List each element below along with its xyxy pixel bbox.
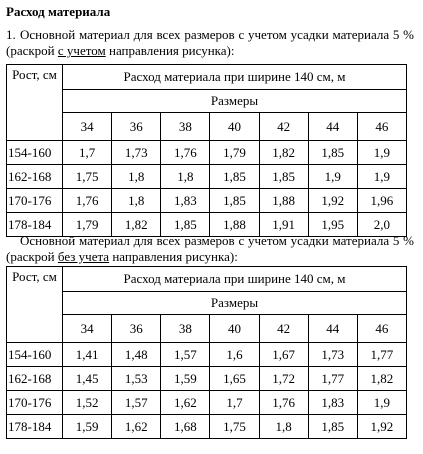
size-cell: 36 bbox=[112, 113, 161, 141]
row-label: 178-184 bbox=[7, 213, 63, 237]
table-row bbox=[7, 141, 407, 165]
value-cell: 1,9 bbox=[308, 165, 357, 189]
value-cell: 1,96 bbox=[357, 189, 406, 213]
size-cell: 42 bbox=[259, 315, 308, 343]
value-cell: 1,85 bbox=[308, 415, 357, 439]
value-cell: 1,85 bbox=[259, 165, 308, 189]
value-cell: 1,8 bbox=[112, 165, 161, 189]
main-header: Расход материала при ширине 140 см, м bbox=[63, 65, 407, 90]
size-cell: 40 bbox=[210, 113, 259, 141]
value-cell: 1,45 bbox=[63, 367, 112, 391]
value-cell: 1,9 bbox=[357, 165, 406, 189]
size-cell: 46 bbox=[357, 113, 406, 141]
value-cell: 1,88 bbox=[259, 189, 308, 213]
table-subheader-row bbox=[7, 90, 407, 113]
table-row bbox=[7, 415, 407, 439]
value-cell: 1,73 bbox=[112, 141, 161, 165]
table-subheader-row bbox=[7, 292, 407, 315]
value-cell: 1,85 bbox=[210, 189, 259, 213]
sizes-header: Размеры bbox=[63, 90, 407, 113]
table-row bbox=[7, 189, 407, 213]
value-cell: 1,77 bbox=[308, 367, 357, 391]
size-cell: 40 bbox=[210, 315, 259, 343]
size-cell: 34 bbox=[63, 113, 112, 141]
sizes-row bbox=[7, 113, 407, 141]
value-cell: 1,85 bbox=[161, 213, 210, 237]
list-number: 1. bbox=[6, 27, 16, 42]
paragraph-1-underlined: с учетом bbox=[57, 43, 106, 58]
value-cell: 1,9 bbox=[357, 141, 406, 165]
value-cell: 1,73 bbox=[308, 343, 357, 367]
consumption-table-2 bbox=[6, 266, 407, 439]
value-cell: 2,0 bbox=[357, 213, 406, 237]
value-cell: 1,59 bbox=[161, 367, 210, 391]
value-cell: 1,8 bbox=[259, 415, 308, 439]
row-label: 154-160 bbox=[7, 141, 63, 165]
row-label: 170-176 bbox=[7, 391, 63, 415]
row-label: 170-176 bbox=[7, 189, 63, 213]
row-label: 162-168 bbox=[7, 165, 63, 189]
value-cell: 1,77 bbox=[357, 343, 406, 367]
value-cell: 1,57 bbox=[112, 391, 161, 415]
value-cell: 1,57 bbox=[161, 343, 210, 367]
size-cell: 34 bbox=[63, 315, 112, 343]
value-cell: 1,52 bbox=[63, 391, 112, 415]
value-cell: 1,91 bbox=[259, 213, 308, 237]
paragraph-1-text-after: направления рисунка): bbox=[105, 43, 235, 58]
paragraph-2-underlined: без учета bbox=[57, 249, 110, 264]
value-cell: 1,95 bbox=[308, 213, 357, 237]
value-cell: 1,76 bbox=[161, 141, 210, 165]
size-cell: 36 bbox=[112, 315, 161, 343]
table-row bbox=[7, 343, 407, 367]
rost-header: Рост, см bbox=[7, 267, 63, 343]
value-cell: 1,9 bbox=[357, 391, 406, 415]
size-cell: 44 bbox=[308, 315, 357, 343]
size-cell: 38 bbox=[161, 113, 210, 141]
value-cell: 1,76 bbox=[259, 391, 308, 415]
value-cell: 1,76 bbox=[63, 189, 112, 213]
value-cell: 1,92 bbox=[357, 415, 406, 439]
value-cell: 1,48 bbox=[112, 343, 161, 367]
value-cell: 1,85 bbox=[210, 165, 259, 189]
value-cell: 1,67 bbox=[259, 343, 308, 367]
value-cell: 1,72 bbox=[259, 367, 308, 391]
row-label: 162-168 bbox=[7, 367, 63, 391]
value-cell: 1,88 bbox=[210, 213, 259, 237]
rost-header: Рост, см bbox=[7, 65, 63, 141]
table-header-row bbox=[7, 65, 407, 90]
value-cell: 1,6 bbox=[210, 343, 259, 367]
table-row bbox=[7, 367, 407, 391]
size-cell: 46 bbox=[357, 315, 406, 343]
value-cell: 1,59 bbox=[63, 415, 112, 439]
main-header: Расход материала при ширине 140 см, м bbox=[63, 267, 407, 292]
size-cell: 44 bbox=[308, 113, 357, 141]
value-cell: 1,85 bbox=[308, 141, 357, 165]
value-cell: 1,82 bbox=[357, 367, 406, 391]
value-cell: 1,62 bbox=[161, 391, 210, 415]
value-cell: 1,8 bbox=[112, 189, 161, 213]
sizes-row bbox=[7, 315, 407, 343]
value-cell: 1,62 bbox=[112, 415, 161, 439]
row-label: 178-184 bbox=[7, 415, 63, 439]
value-cell: 1,68 bbox=[161, 415, 210, 439]
size-cell: 42 bbox=[259, 113, 308, 141]
value-cell: 1,8 bbox=[161, 165, 210, 189]
value-cell: 1,7 bbox=[210, 391, 259, 415]
value-cell: 1,75 bbox=[210, 415, 259, 439]
section-title: Расход материала bbox=[6, 4, 111, 19]
value-cell: 1,7 bbox=[63, 141, 112, 165]
size-cell: 38 bbox=[161, 315, 210, 343]
value-cell: 1,82 bbox=[259, 141, 308, 165]
value-cell: 1,75 bbox=[63, 165, 112, 189]
paragraph-1 bbox=[6, 27, 414, 59]
value-cell: 1,79 bbox=[63, 213, 112, 237]
value-cell: 1,92 bbox=[308, 189, 357, 213]
table-row bbox=[7, 165, 407, 189]
value-cell: 1,53 bbox=[112, 367, 161, 391]
value-cell: 1,82 bbox=[112, 213, 161, 237]
value-cell: 1,79 bbox=[210, 141, 259, 165]
table-header-row bbox=[7, 267, 407, 292]
consumption-table-1 bbox=[6, 64, 407, 237]
paragraph-1-text-before: Основной материал для всех размеров с учетом усадки материала 5 % (раскрой bbox=[6, 27, 414, 58]
value-cell: 1,41 bbox=[63, 343, 112, 367]
row-label: 154-160 bbox=[7, 343, 63, 367]
table-row bbox=[7, 391, 407, 415]
paragraph-2-text-before: Основной материал для всех размеров с учетом усадки материала 5 % (раскрой bbox=[6, 233, 414, 264]
value-cell: 1,83 bbox=[308, 391, 357, 415]
paragraph-2 bbox=[6, 233, 414, 265]
value-cell: 1,83 bbox=[161, 189, 210, 213]
paragraph-2-text-after: направления рисунка): bbox=[109, 249, 238, 264]
sizes-header: Размеры bbox=[63, 292, 407, 315]
value-cell: 1,65 bbox=[210, 367, 259, 391]
